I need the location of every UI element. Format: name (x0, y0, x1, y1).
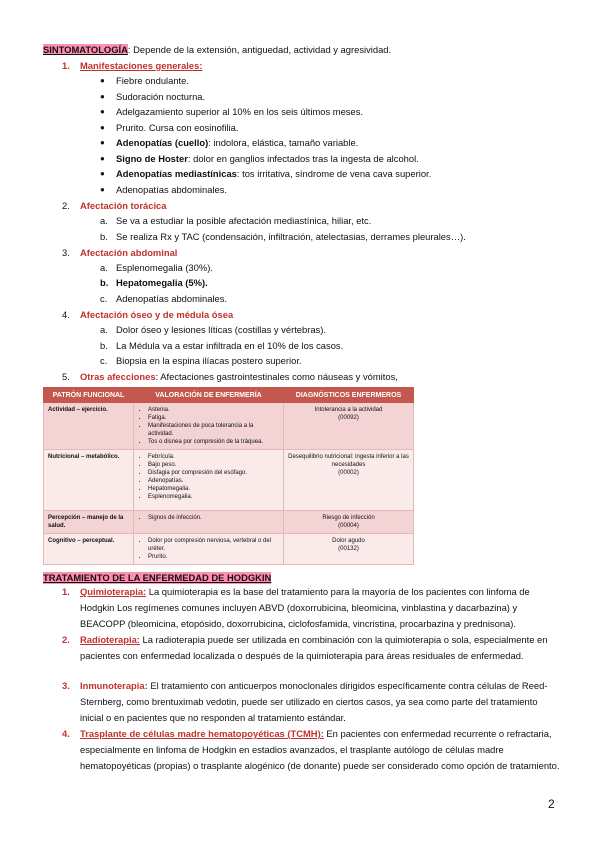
s4-a-mark: a. (100, 324, 108, 335)
s2-b-mark: b. (100, 231, 108, 242)
bullet-icon: ● (100, 92, 105, 101)
list-item: • Fatiga. (148, 414, 279, 422)
s1-adenopatias-mediastinicas (116, 168, 431, 180)
t2-title: Radioterapia: (80, 634, 140, 645)
s1-item: Fiebre ondulante. (116, 75, 189, 86)
bullet-icon: ● (100, 185, 105, 194)
sintomatologia-intro: : Depende de la extensión, antiguedad, actividad y agresividad. (127, 44, 392, 55)
diagnosis-text: Intolerancia a la actividad (314, 407, 383, 414)
list-item: • Astenia. (148, 406, 279, 414)
diagnosis-text: Riesgo de infección (322, 514, 375, 521)
s2-number: 2. (62, 200, 70, 211)
diagnosis-text: Dolor agudo (332, 537, 365, 544)
s2-a-mark: a. (100, 215, 108, 226)
list-item: • Prurito. (148, 553, 279, 561)
table-cell-diagnostico (284, 450, 414, 510)
table-header: DIAGNÓSTICOS ENFERMEROS (284, 388, 414, 403)
s5-title: Otras afecciones (80, 371, 156, 382)
list-item: • Manifestaciones de poca tolerancia a la actividad. (148, 422, 279, 438)
tratamiento-title: TRATAMIENTO DE LA ENFERMEDAD DE HODGKIN (43, 572, 272, 583)
s1-item: Adelgazamiento superior al 10% en los seis últimos meses. (116, 106, 363, 117)
table-cell-valoracion (134, 510, 284, 533)
s4-c: Biopsia en la espina ilíacas postero superior. (116, 355, 302, 366)
list-item: • Tos o disnea por compresión de la tráquea. (148, 438, 279, 446)
t4-paragraph (80, 726, 560, 774)
bullet-icon: ● (100, 76, 105, 85)
s3-c: Adenopatías abdominales. (116, 293, 228, 304)
table-row (44, 510, 414, 533)
s3-title: Afectación abdominal (80, 247, 178, 258)
s1-adeno-bold: Adenopatías (cuello) (116, 137, 209, 148)
table-cell-valoracion (134, 403, 284, 450)
s1-medi-text: : tos irritativa, síndrome de vena cava superior. (236, 168, 432, 179)
t4-title: Trasplante de células madre hematopoyéticas (TCMH): (80, 728, 324, 739)
list-item: • Signos de infección. (148, 514, 279, 522)
s3-c-mark: c. (100, 293, 108, 304)
s1-adeno-text: : indolora, elástica, tamaño variable. (208, 137, 359, 148)
table-cell-pattern: Actividad – ejercicio. (44, 403, 134, 450)
diagnosis-code: (00004) (338, 522, 359, 529)
s4-a: Dolor óseo y lesiones líticas (costillas y vértebras). (116, 324, 326, 335)
s3-a-mark: a. (100, 262, 108, 273)
list-item: • Hepatomegalia. (148, 485, 279, 493)
t4-number: 4. (62, 728, 70, 739)
table-row (44, 450, 414, 510)
list-item: • Adenopatías. (148, 477, 279, 485)
t3-number: 3. (62, 680, 70, 691)
list-item: • Dolor por compresión nerviosa, vertebral o del uréter. (148, 537, 279, 553)
table-header: PATRÓN FUNCIONAL (44, 388, 134, 403)
bullet-icon: ● (100, 138, 105, 147)
s2-a: Se va a estudiar la posible afectación mediastínica, hiliar, etc. (116, 215, 372, 226)
table-header-row (44, 388, 414, 403)
table-cell-valoracion (134, 450, 284, 510)
table-row (44, 533, 414, 564)
bullet-icon: ● (100, 123, 105, 132)
bullet-icon: ● (100, 107, 105, 116)
table-cell-pattern: Nutricional – metabólico. (44, 450, 134, 510)
s2-b: Se realiza Rx y TAC (condensación, infiltración, atelectasias, derrames pleurales…). (116, 231, 466, 242)
s3-b-mark: b. (100, 277, 109, 288)
diagnosis-text: Desequilibrio nutricional: ingesta inferior a las necesidades (288, 454, 409, 469)
s4-b: La Médula va a estar infiltrada en el 10% de los casos. (116, 340, 344, 351)
s1-item: Prurito. Cursa con eosinofilia. (116, 122, 239, 133)
s1-number: 1. (62, 60, 70, 71)
s5-number: 5. (62, 371, 70, 382)
diagnosis-code: (00132) (338, 545, 359, 552)
t3-title: Inmunoterapia: (80, 680, 148, 691)
s1-item: Sudoración nocturna. (116, 91, 206, 102)
t4-text: En pacientes con enfermedad recurrente o refractaria, especialmente en linfoma de Hodgkin en estadios avanzados, el trasplante autólogo de células madre hematopoyéticas (propias) o trasplante alogénico (de donante) puede ser considerado como opción de tratamiento. (80, 728, 560, 771)
table-cell-pattern: Percepción – manejo de la salud. (44, 510, 134, 533)
t2-text: La radioterapia puede ser utilizada en combinación con la quimioterapia o sola, especialmente en pacientes con enfermedad localizada o después de la quimioterapia para áreas residuales de enfermedad. (80, 634, 548, 661)
list-item: • Bajo peso. (148, 461, 279, 469)
s4-c-mark: c. (100, 355, 108, 366)
s5-text: : Afectaciones gastrointestinales como náuseas y vómitos, (155, 371, 398, 382)
s2-title: Afectación torácica (80, 200, 167, 211)
t2-number: 2. (62, 634, 70, 645)
table-cell-diagnostico (284, 403, 414, 450)
list-item: • Febrícula. (148, 453, 279, 461)
s1-hoster-text: : dolor en ganglios infectados tras la ingesta de alcohol. (187, 153, 419, 164)
diagnosis-code: (00002) (338, 470, 359, 477)
t2-paragraph (80, 632, 560, 664)
table-header: VALORACIÓN DE ENFERMERÍA (134, 388, 284, 403)
bullet-icon: ● (100, 154, 105, 163)
nursing-table (43, 387, 414, 565)
s1-title: Manifestaciones generales: (80, 60, 203, 71)
s4-title: Afectación óseo y de médula ósea (80, 309, 234, 320)
table-cell-diagnostico (284, 510, 414, 533)
t3-text: El tratamiento con anticuerpos monoclonales dirigidos específicamente contra células de Reed-Sternberg, como brentuximab vedotin, puede ser utilizado en ciertos casos, ya sea como parte del tratamiento inicial o en pacientes que no responden al tratamiento estándar. (80, 680, 548, 723)
list-item: • Esplenomegalia. (148, 493, 279, 501)
table-row (44, 403, 414, 450)
page-number: 2 (548, 797, 555, 811)
t1-title: Quimioterapia: (80, 586, 147, 597)
s4-number: 4. (62, 309, 70, 320)
s5-line (80, 371, 398, 383)
sintomatologia-title: SINTOMATOLOGÍA (43, 44, 128, 55)
sintomatologia-line (43, 44, 391, 56)
s1-adenopatias-abdominales: Adenopatías abdominales. (116, 184, 228, 195)
list-item: • Disfagia por compresión del esófago. (148, 469, 279, 477)
s1-signo-hoster (116, 153, 419, 165)
s1-medi-bold: Adenopatías mediastínicas (116, 168, 237, 179)
t1-text: La quimioterapia es la base del tratamiento para la mayoría de los pacientes con linfoma de Hodgkin Los regímenes comunes incluyen ABVD (doxorrubicina, bleomicina, vinblastina y dacarbazina) y BEACOPP (bleomicina, etopósido, doxorrubicina, ciclofosfamida, vincristina, procarbazina y prednisona). (80, 586, 530, 629)
diagnosis-code: (00092) (338, 415, 359, 422)
s1-adenopatias-cuello (116, 137, 358, 149)
t3-paragraph (80, 678, 560, 726)
table-cell-diagnostico (284, 533, 414, 564)
s3-b: Hepatomegalia (5%). (116, 277, 208, 288)
t1-paragraph (80, 584, 560, 632)
s4-b-mark: b. (100, 340, 108, 351)
s3-number: 3. (62, 247, 70, 258)
s3-a: Esplenomegalia (30%). (116, 262, 213, 273)
table-cell-pattern: Cognitivo – perceptual. (44, 533, 134, 564)
s1-hoster-bold: Signo de Hoster (116, 153, 188, 164)
table-cell-valoracion (134, 533, 284, 564)
bullet-icon: ● (100, 169, 105, 178)
t1-number: 1. (62, 586, 70, 597)
